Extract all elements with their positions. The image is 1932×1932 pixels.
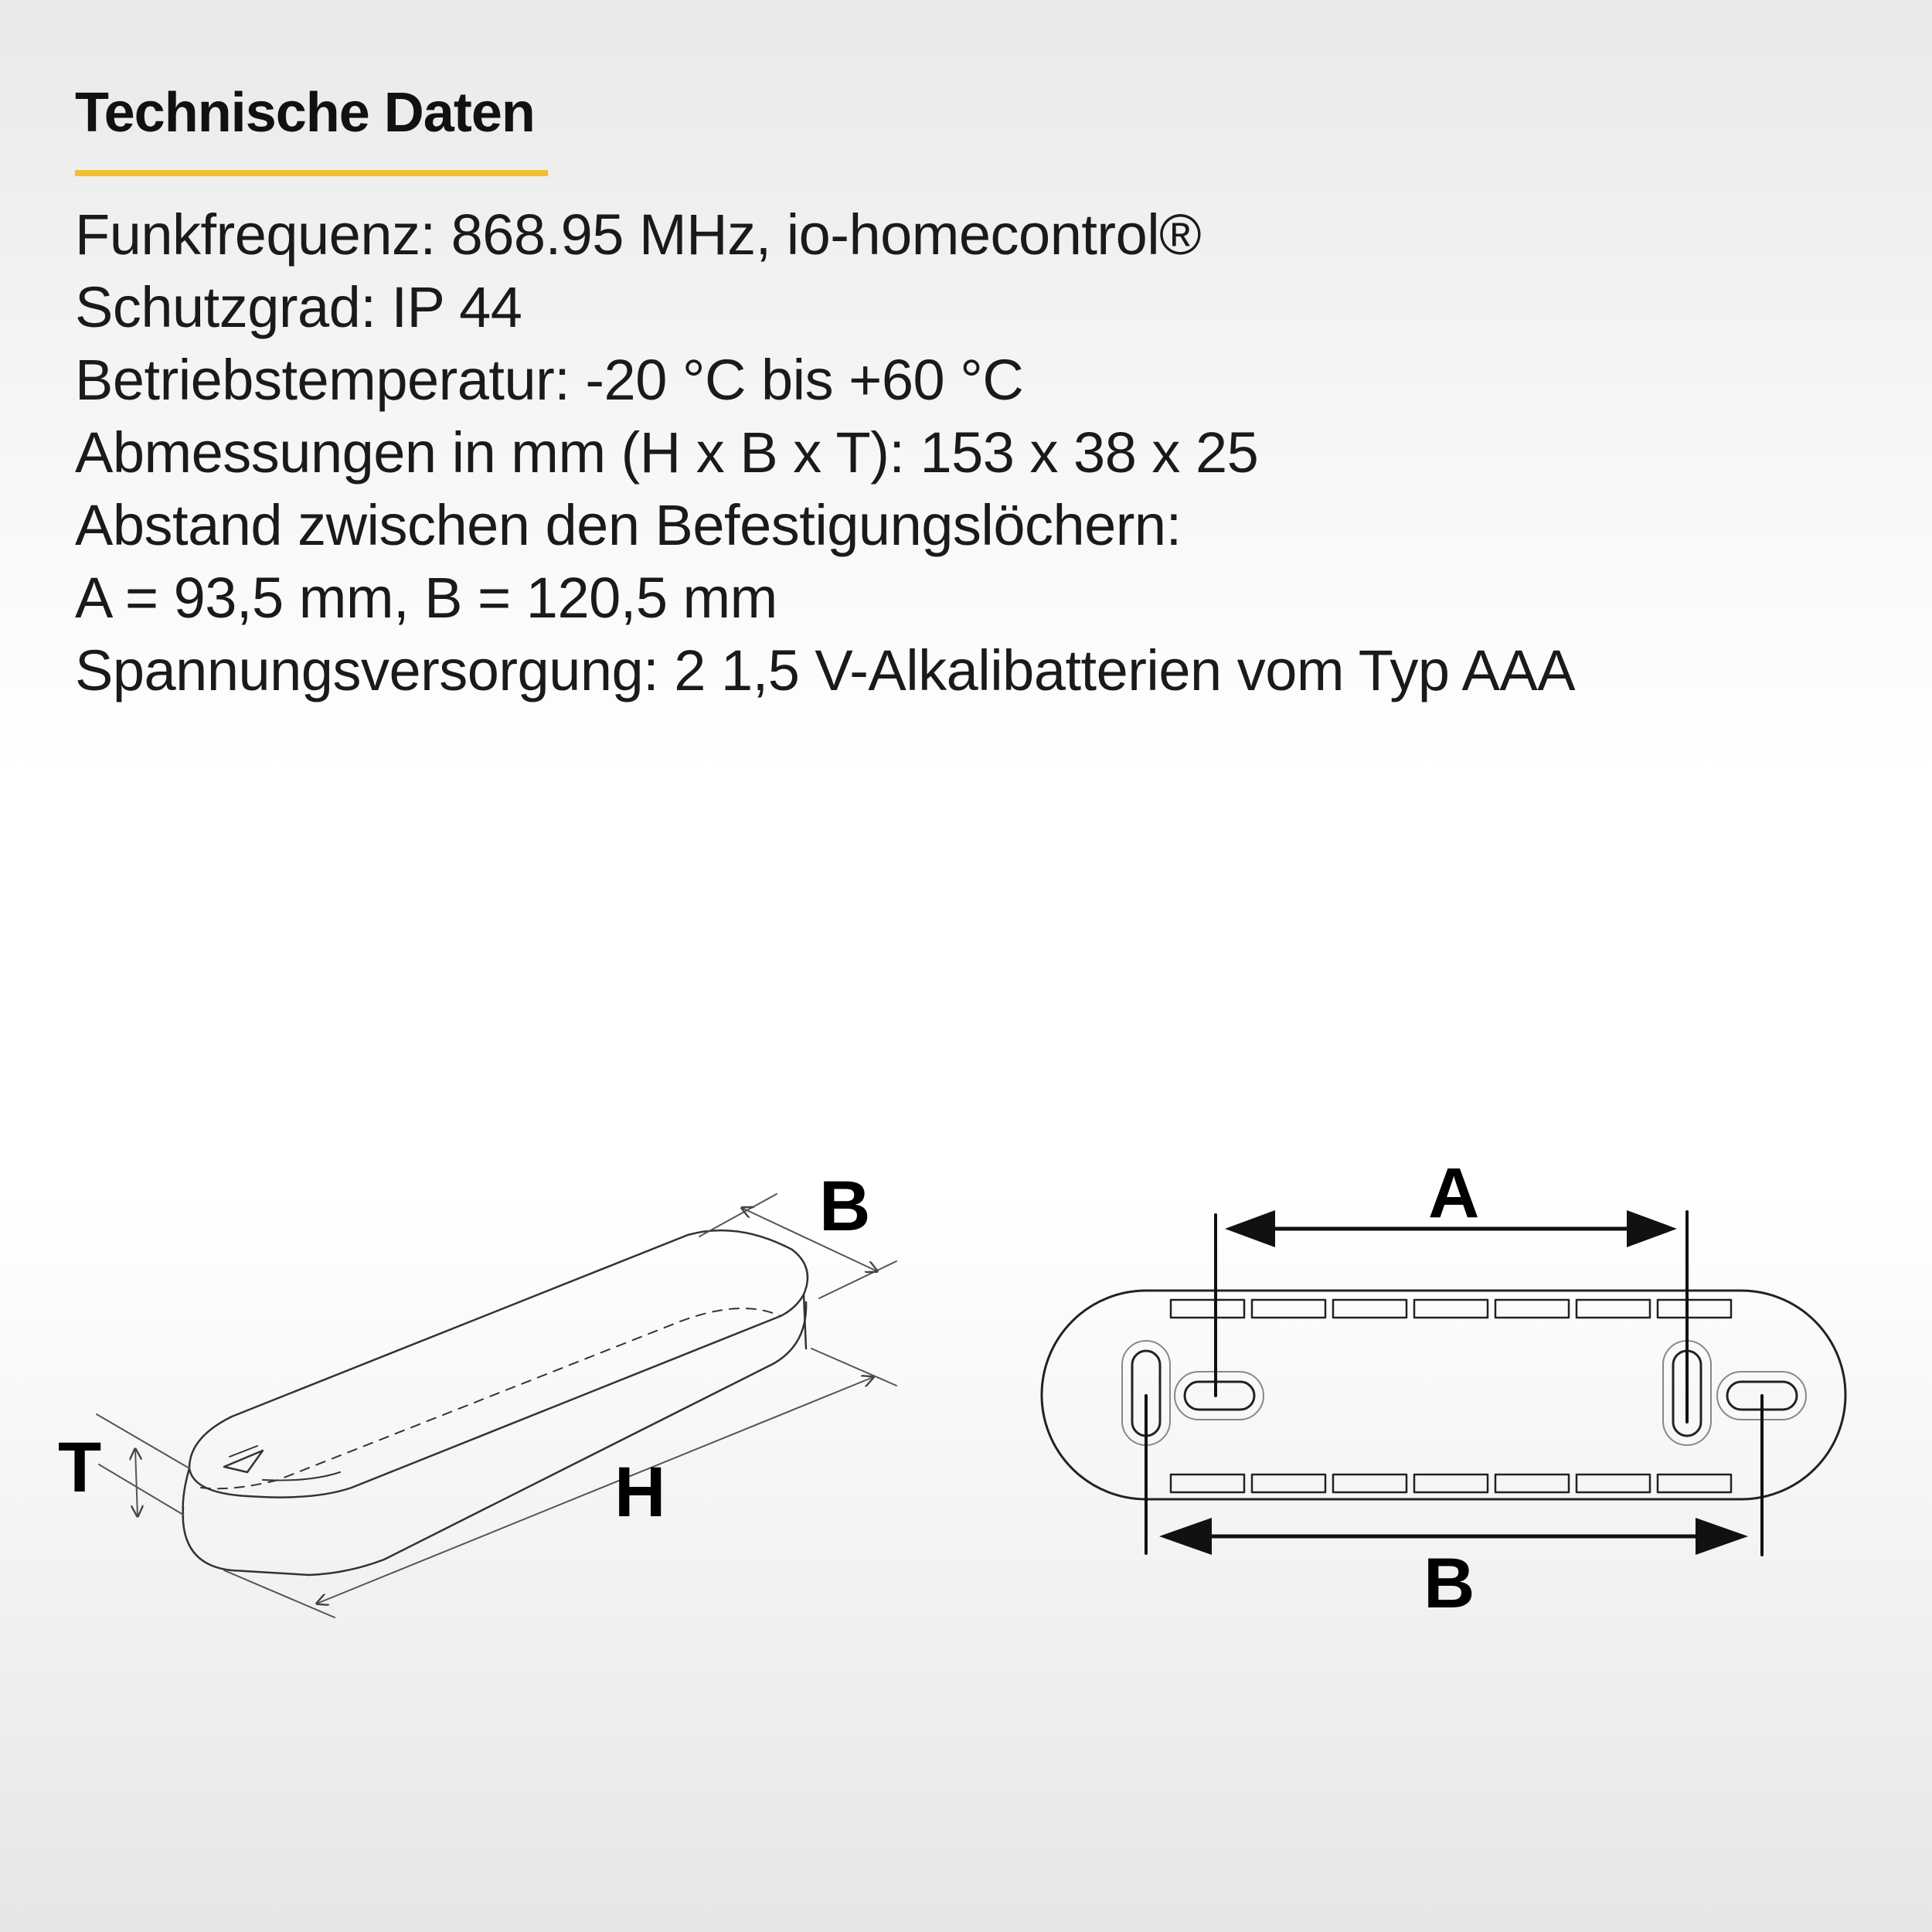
device-t-ext-2 bbox=[99, 1464, 183, 1515]
spec-hole-distance-values: A = 93,5 mm, B = 120,5 mm bbox=[75, 566, 777, 630]
spec-power-supply: Spannungsversorgung: 2 1,5 V-Alkalibatterien vom Typ AAA bbox=[75, 638, 1576, 702]
spec-operating-temperature: Betriebstemperatur: -20 °C bis +60 °C bbox=[75, 348, 1024, 412]
device-hidden-edge bbox=[201, 1308, 781, 1488]
device-shell-front bbox=[183, 1468, 189, 1515]
a-arrow-left bbox=[1225, 1210, 1275, 1247]
device-b-ext-2 bbox=[819, 1261, 896, 1298]
device-h-ext-1 bbox=[811, 1349, 896, 1386]
b-arrow-right bbox=[1696, 1518, 1748, 1555]
bottom-rib-row bbox=[1171, 1475, 1731, 1492]
device-h-ext-2 bbox=[224, 1570, 335, 1617]
device-label-t: T bbox=[58, 1428, 102, 1507]
mounting-plate-outline bbox=[1042, 1291, 1845, 1499]
device-isometric-drawing bbox=[97, 1194, 896, 1617]
spec-protection-class: Schutzgrad: IP 44 bbox=[75, 275, 522, 339]
device-label-h: H bbox=[614, 1453, 666, 1532]
device-label-b: B bbox=[819, 1167, 871, 1246]
device-t-dim-line bbox=[135, 1449, 138, 1516]
b-arrow-left bbox=[1159, 1518, 1212, 1555]
device-button-edge bbox=[263, 1472, 340, 1481]
device-top-outline bbox=[189, 1230, 808, 1497]
device-b-ext-1 bbox=[699, 1194, 777, 1236]
device-t-ext-1 bbox=[97, 1414, 189, 1468]
spec-dimensions: Abmessungen in mm (H x B x T): 153 x 38 x 25 bbox=[75, 420, 1259, 485]
spec-radio-frequency: Funkfrequenz: 868.95 MHz, io-homecontrol® bbox=[75, 202, 1202, 267]
triangle-icon bbox=[224, 1451, 263, 1472]
device-h-dim-line bbox=[317, 1377, 873, 1604]
page-title: Technische Daten bbox=[75, 82, 535, 144]
mounting-plate-drawing bbox=[1042, 1210, 1845, 1555]
spec-hole-distance-heading: Abstand zwischen den Befestigungslöchern: bbox=[75, 493, 1182, 557]
a-arrow-right bbox=[1627, 1210, 1677, 1247]
mount-label-b: B bbox=[1423, 1544, 1475, 1623]
mount-label-a: A bbox=[1428, 1154, 1480, 1233]
top-rib-row bbox=[1171, 1300, 1731, 1318]
slot-hole-left-horizontal bbox=[1175, 1372, 1264, 1420]
